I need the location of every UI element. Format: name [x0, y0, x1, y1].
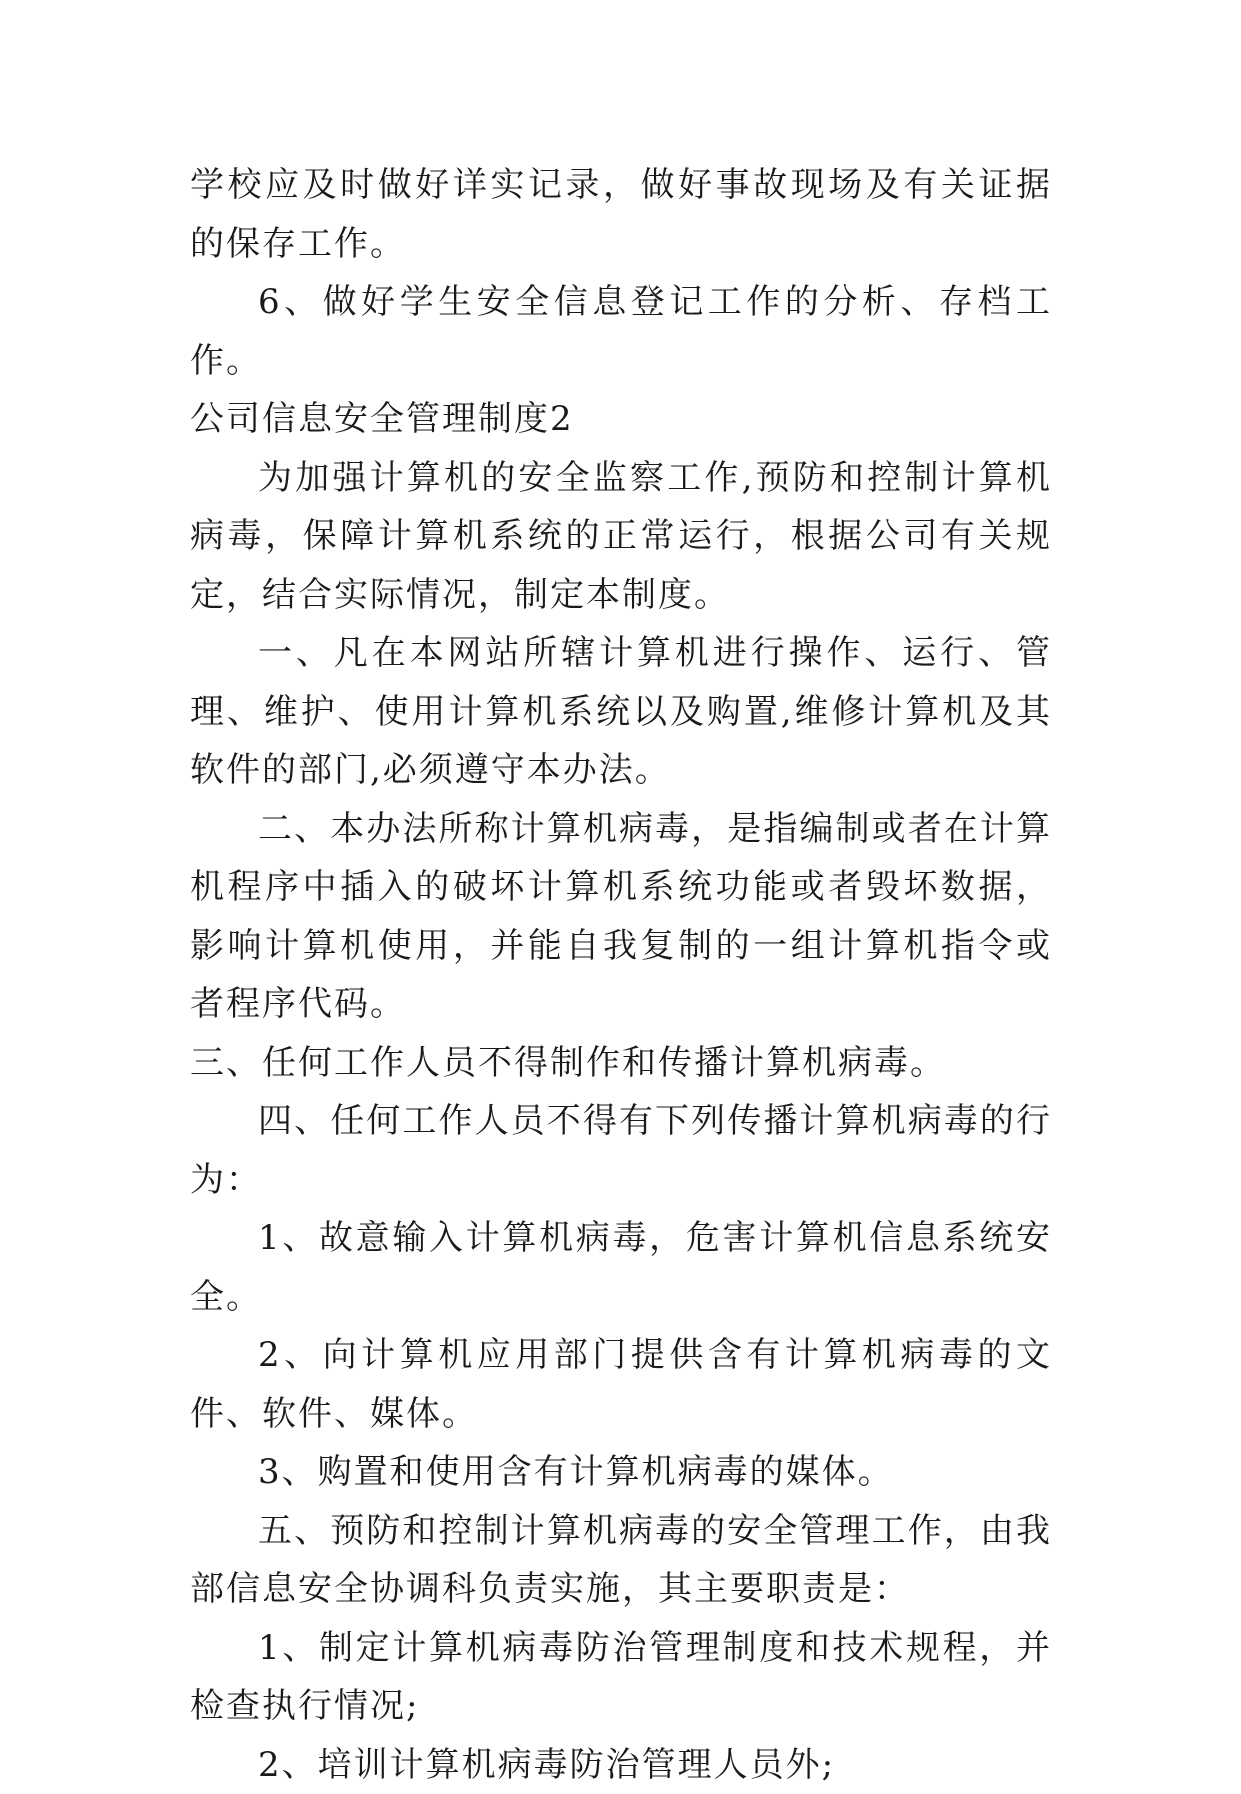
paragraph-article-4-item-1: 1、故意输入计算机病毒，危害计算机信息系统安全。 [190, 1209, 1052, 1326]
paragraph-record-keeping: 学校应及时做好详实记录，做好事故现场及有关证据的保存工作。 [190, 156, 1052, 273]
paragraph-article-4: 四、任何工作人员不得有下列传播计算机病毒的行为： [190, 1092, 1052, 1209]
paragraph-article-1: 一、凡在本网站所辖计算机进行操作、运行、管理、维护、使用计算机系统以及购置,维修计算机及其软件的部门,必须遵守本办法。 [190, 624, 1052, 800]
paragraph-intro: 为加强计算机的安全监察工作,预防和控制计算机病毒，保障计算机系统的正常运行，根据公司有关规定，结合实际情况，制定本制度。 [190, 449, 1052, 625]
document-body [190, 156, 1052, 1794]
paragraph-article-4-item-2: 2、向计算机应用部门提供含有计算机病毒的文件、软件、媒体。 [190, 1326, 1052, 1443]
paragraph-article-2: 二、本办法所称计算机病毒，是指编制或者在计算机程序中插入的破坏计算机系统功能或者毁坏数据，影响计算机使用，并能自我复制的一组计算机指令或者程序代码。 [190, 800, 1052, 1034]
paragraph-article-5-item-1: 1、制定计算机病毒防治管理制度和技术规程，并检查执行情况; [190, 1619, 1052, 1736]
section-heading: 公司信息安全管理制度2 [190, 390, 1052, 449]
paragraph-article-5: 五、预防和控制计算机病毒的安全管理工作，由我部信息安全协调科负责实施，其主要职责是： [190, 1502, 1052, 1619]
paragraph-article-4-item-3: 3、购置和使用含有计算机病毒的媒体。 [190, 1443, 1052, 1502]
paragraph-item-6: 6、做好学生安全信息登记工作的分析、存档工作。 [190, 273, 1052, 390]
paragraph-article-3: 三、任何工作人员不得制作和传播计算机病毒。 [190, 1034, 1052, 1093]
paragraph-article-5-item-2: 2、培训计算机病毒防治管理人员外; [190, 1736, 1052, 1794]
